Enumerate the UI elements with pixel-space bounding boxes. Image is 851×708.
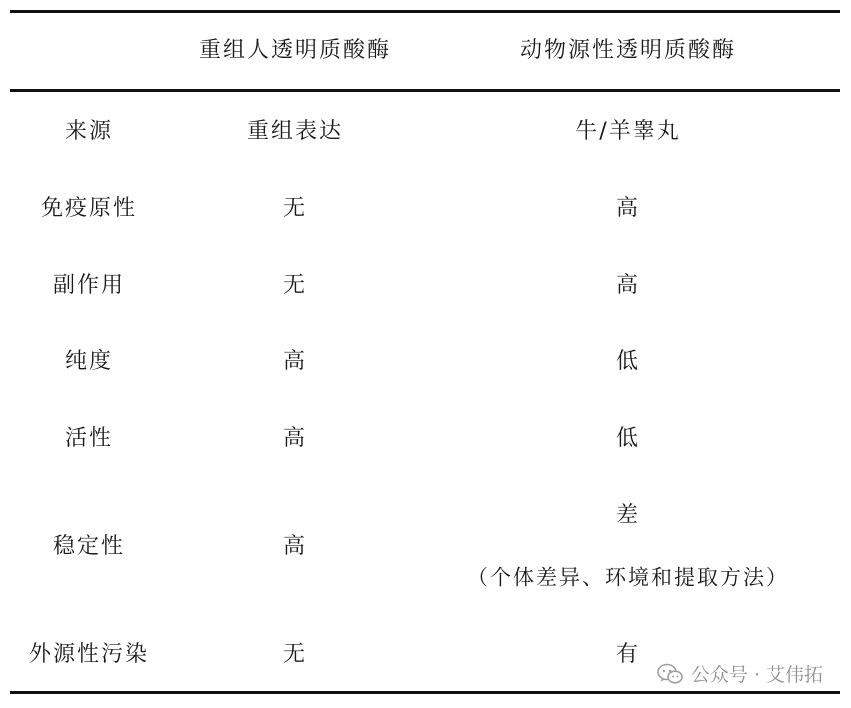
watermark: [657, 660, 823, 687]
row-label: 活性: [64, 426, 114, 451]
cell-animal: 差: [615, 503, 641, 528]
cell-recombinant: 重组表达: [246, 119, 344, 144]
wechat-icon: [657, 663, 683, 685]
row-label: 稳定性: [52, 534, 126, 559]
cell-recombinant: 无: [282, 273, 308, 298]
row-label: 免疫原性: [40, 196, 138, 221]
table-bottom-rule: [10, 691, 840, 694]
header-recombinant: 重组人透明质酸酶: [198, 38, 392, 63]
watermark-text: 公众号 · 艾伟拓: [690, 664, 823, 686]
cell-animal-note: （个体差异、环境和提取方法）: [467, 565, 789, 590]
row-label: 副作用: [52, 273, 126, 298]
cell-recombinant: 无: [282, 196, 308, 221]
row-label: 外源性污染: [28, 642, 150, 667]
cell-animal: 低: [615, 349, 641, 374]
cell-recombinant: 无: [282, 642, 308, 667]
table-header-rule: [10, 89, 840, 92]
row-label: 纯度: [64, 349, 114, 374]
table-top-rule: [10, 10, 840, 13]
cell-animal: 低: [615, 426, 641, 451]
header-animal: 动物源性透明质酸酶: [519, 38, 737, 63]
cell-recombinant: 高: [282, 534, 308, 559]
cell-animal: 高: [615, 273, 641, 298]
cell-animal: 高: [615, 196, 641, 221]
cell-recombinant: 高: [282, 349, 308, 374]
cell-animal: 有: [615, 642, 641, 667]
cell-animal: 牛/羊睾丸: [575, 119, 681, 144]
row-label: 来源: [64, 119, 114, 144]
cell-recombinant: 高: [282, 426, 308, 451]
